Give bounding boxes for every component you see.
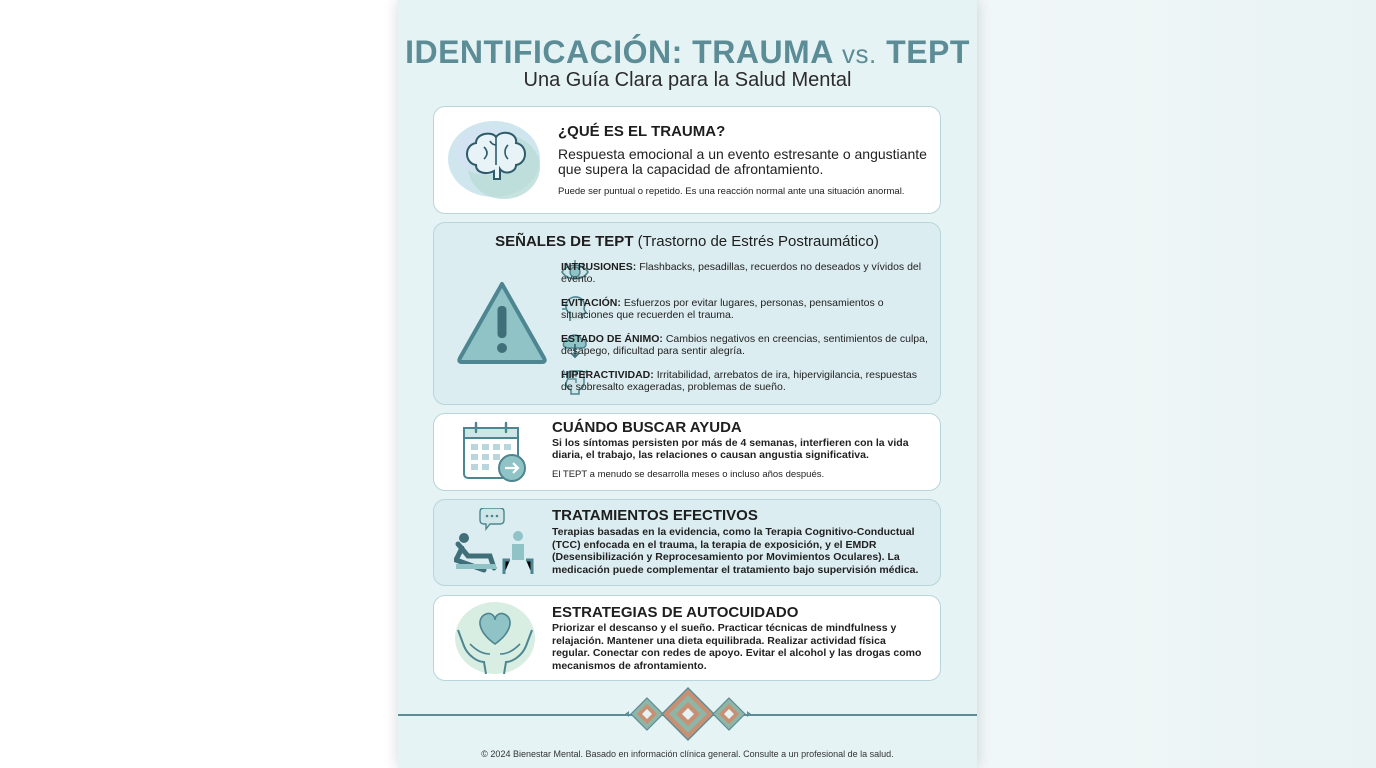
help-card — [433, 413, 941, 491]
treatment-card — [433, 499, 941, 586]
sign-mood — [561, 333, 931, 357]
sign-avoidance-label: EVITACIÓN: — [561, 297, 621, 309]
selfcare-card — [433, 595, 941, 681]
warning-icon — [454, 278, 550, 366]
title-part-1: IDENTIFICACIÓN: TRAUMA — [405, 34, 833, 70]
selfcare-heading: ESTRATEGIAS DE AUTOCUIDADO — [552, 604, 799, 621]
sign-avoidance-text: Esfuerzos por evitar lugares, personas, pensamientos o situaciones que recuerden el trauma. — [561, 297, 884, 321]
treatment-heading: TRATAMIENTOS EFECTIVOS — [552, 507, 758, 524]
trauma-heading: ¿QUÉ ES EL TRAUMA? — [558, 123, 726, 140]
therapy-session-icon — [454, 508, 538, 578]
help-note: El TEPT a menudo se desarrolla meses o incluso años después. — [552, 469, 825, 480]
help-text: Si los síntomas persisten por más de 4 semanas, interfieren con la vida diaria, el trabajo, las relaciones o causan angustia significativa. — [552, 437, 909, 461]
sign-avoidance — [561, 297, 931, 321]
sign-intrusions-text: Flashbacks, pesadillas, recuerdos no deseados y vívidos del evento. — [561, 261, 922, 285]
page-title — [398, 34, 977, 71]
diamond-ornament-icon — [623, 686, 753, 744]
title-part-2: TEPT — [886, 34, 970, 70]
ptsd-signs-card — [433, 222, 941, 405]
title-vs: vs. — [842, 39, 877, 69]
brain-icon — [446, 115, 546, 205]
sign-mood-text: Cambios negativos en creencias, sentimientos de culpa, desapego, dificultad para sentir alegría. — [561, 333, 928, 357]
infographic-poster — [398, 0, 977, 768]
footer-text: © 2024 Bienestar Mental. Basado en información clínica general. Consulte a un profesional de la salud. — [481, 749, 894, 759]
trauma-card — [433, 106, 941, 214]
sign-intrusions-label: INTRUSIONES: — [561, 261, 637, 273]
help-heading: CUÁNDO BUSCAR AYUDA — [552, 419, 742, 436]
trauma-note: Puede ser puntual o repetido. Es una reacción normal ante una situación anormal. — [558, 186, 905, 197]
sign-hyperarousal-text: Irritabilidad, arrebatos de ira, hipervigilancia, respuestas de sobresalto exageradas, problemas de sueño. — [561, 369, 917, 393]
treatment-text: Terapias basadas en la evidencia, como la Terapia Cognitivo-Conductual (TCC) enfocada en el trauma, la terapia de exposición, y el EMDR (Desensibilización y Reprocesamiento por Movimientos Oculares). La medicación puede complementar el tratamiento bajo supervisión médica. — [552, 526, 919, 576]
trauma-definition: Respuesta emocional a un evento estresante o angustiante que supera la capacidad de afrontamiento. — [558, 146, 927, 177]
heart-hands-icon — [450, 600, 540, 678]
ptsd-heading — [434, 233, 940, 250]
page-subtitle: Una Guía Clara para la Salud Mental — [523, 69, 852, 91]
sign-mood-label: ESTADO DE ÁNIMO: — [561, 333, 663, 345]
sign-hyperarousal — [561, 369, 931, 393]
ptsd-heading-bold: SEÑALES DE TEPT — [495, 233, 634, 250]
sign-intrusions — [561, 261, 931, 285]
calendar-icon — [460, 420, 530, 486]
sign-hyperarousal-label: HIPERACTIVIDAD: — [561, 369, 654, 381]
selfcare-text: Priorizar el descanso y el sueño. Practicar técnicas de mindfulness y relajación. Mantener una dieta equilibrada. Realizar actividad física regular. Conectar con redes de apoyo. Evitar el alcohol y las drogas como mecanismos de afrontamiento. — [552, 622, 922, 672]
ptsd-heading-rest: (Trastorno de Estrés Postraumático) — [637, 233, 879, 250]
